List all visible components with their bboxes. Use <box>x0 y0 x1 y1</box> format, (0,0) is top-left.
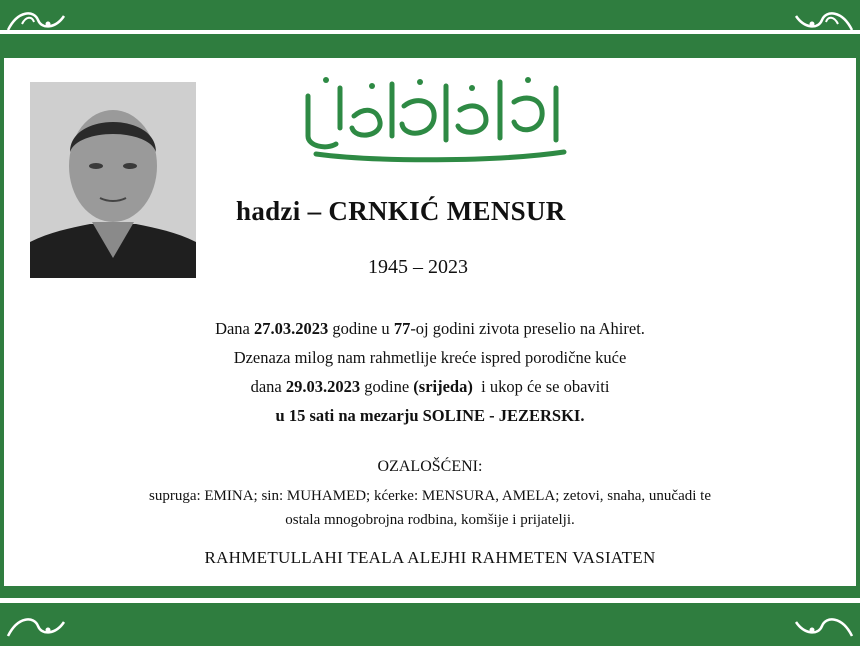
announcement-line-2: Dzenaza milog nam rahmetlije kreće ispred porodične kuće <box>233 348 627 367</box>
calligraphy-icon <box>296 66 576 166</box>
text-fragment: i ukop će se obaviti <box>472 377 610 396</box>
corner-ornament-icon <box>4 610 68 646</box>
arabic-calligraphy <box>296 66 576 166</box>
funeral-date: 29.03.2023 <box>285 377 361 396</box>
portrait-image <box>30 82 196 278</box>
funeral-day: (srijeda) <box>413 377 473 396</box>
text-fragment: -oj godini zivota preselio na Ahiret. <box>410 319 645 338</box>
age: 77 <box>393 319 411 338</box>
burial-details: u 15 sati na mezarju SOLINE - JEZERSKI. <box>275 406 585 425</box>
text-fragment: godine u <box>328 319 394 338</box>
corner-ornament-icon <box>792 610 856 646</box>
closing-prayer: RAHMETULLAHI TEALA ALEJHI RAHMETEN VASIATEN <box>204 548 656 567</box>
deceased-photo <box>30 82 196 278</box>
announcement-text <box>130 314 730 430</box>
bottom-border <box>0 590 860 640</box>
life-years: 1945 – 2023 <box>368 256 468 278</box>
announcement-line-3 <box>130 372 730 401</box>
text-fragment: godine <box>360 377 414 396</box>
mourners-line-2: ostala mnogobrojna rodbina, komšije i prijatelji. <box>285 512 575 528</box>
crescent-icon <box>398 0 478 26</box>
bottom-border-stripe <box>0 598 860 603</box>
corner-ornament-icon <box>792 4 856 40</box>
deceased-name: hadzi – CRNKIĆ MENSUR <box>236 196 566 226</box>
death-date: 27.03.2023 <box>254 319 329 338</box>
text-fragment: Dana <box>215 319 255 338</box>
text-fragment: dana <box>250 377 286 396</box>
mourners-heading: OZALOŠĆENI: <box>377 458 483 475</box>
mourners-line-1: supruga: EMINA; sin: MUHAMED; kćerke: MENSURA, AMELA; zetovi, snaha, unučadi te <box>148 488 711 504</box>
announcement-line-1 <box>130 314 730 343</box>
top-border-stripe <box>0 30 860 34</box>
mourners-list <box>60 484 800 532</box>
corner-ornament-icon <box>4 4 68 40</box>
